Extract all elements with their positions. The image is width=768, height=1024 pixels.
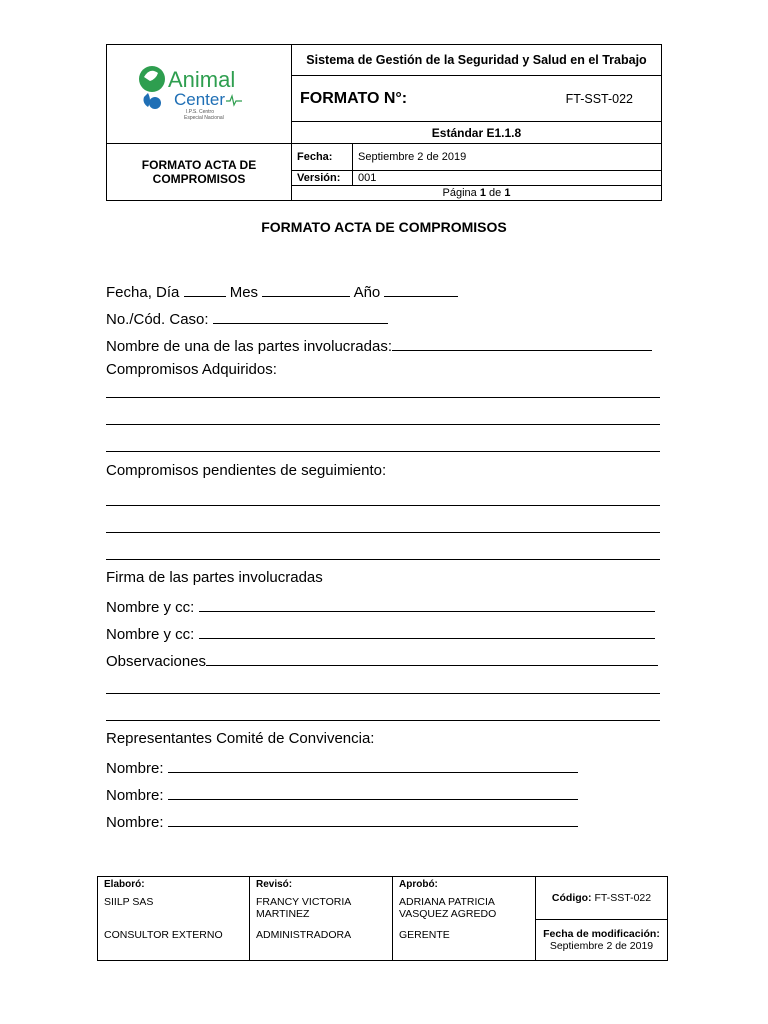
committee-name-row-1	[106, 757, 578, 775]
committee-name-row-3	[106, 811, 578, 829]
page-prefix: Página	[442, 187, 477, 199]
commitments-pending-line-3[interactable]	[106, 559, 660, 560]
page-total: 1	[504, 187, 511, 199]
logo-tagline-2: Especial Nacional	[184, 114, 224, 121]
observations-line-2[interactable]	[106, 693, 660, 694]
day-label: Fecha, Día	[106, 284, 180, 301]
year-label: Año	[353, 284, 381, 301]
commitments-acquired-line-2[interactable]	[106, 424, 660, 425]
aprobo-cell	[393, 877, 536, 961]
header-table	[106, 44, 662, 201]
month-label: Mes	[229, 284, 259, 301]
logo-cell	[107, 45, 292, 144]
commitments-acquired-line-3[interactable]	[106, 451, 660, 452]
day-field[interactable]	[184, 281, 226, 297]
reviso-name: FRANCY VICTORIA MARTINEZ	[256, 896, 351, 920]
year-field[interactable]	[384, 281, 458, 297]
elaboro-role: CONSULTOR EXTERNO	[104, 929, 223, 941]
name-cc-row-1	[106, 596, 655, 614]
page-indicator	[292, 186, 662, 201]
elaboro-cell	[98, 877, 250, 961]
reviso-label: Revisó:	[256, 879, 293, 890]
version-label: Versión:	[292, 171, 353, 186]
commitments-pending-label: Compromisos pendientes de seguimiento:	[106, 462, 387, 479]
modification-date-value: Septiembre 2 de 2019	[549, 940, 654, 952]
aprobo-name: ADRIANA PATRICIA VASQUEZ AGREDO	[399, 896, 497, 920]
month-field[interactable]	[262, 281, 350, 297]
name-cc-label-2: Nombre y cc:	[106, 626, 195, 643]
modification-date-cell	[536, 920, 668, 961]
logo-word-animal: Animal	[168, 66, 236, 92]
date-label: Fecha:	[292, 144, 353, 171]
committee-name-field-2[interactable]	[168, 784, 578, 800]
format-number-code: FT-SST-022	[565, 91, 633, 106]
code-label: Código:	[551, 892, 592, 904]
observations-line-3[interactable]	[106, 720, 660, 721]
committee-label: Representantes Comité de Convivencia:	[106, 730, 375, 747]
committee-name-label-1: Nombre:	[106, 760, 164, 777]
format-number-cell	[292, 76, 662, 122]
footer-table	[97, 876, 668, 961]
observations-field[interactable]	[206, 650, 658, 666]
aprobo-label: Aprobó:	[399, 879, 438, 890]
system-title: Sistema de Gestión de la Seguridad y Salud en el Trabajo	[292, 45, 662, 76]
logo-tagline-1: I.P.S. Centro	[186, 108, 214, 115]
name-cc-row-2	[106, 623, 655, 641]
animal-center-logo	[134, 57, 264, 127]
name-cc-field-2[interactable]	[199, 623, 655, 639]
doc-title-cell: FORMATO ACTA DE COMPROMISOS	[107, 144, 292, 201]
version-value: 001	[353, 171, 662, 186]
case-field[interactable]	[213, 308, 388, 324]
observations-label: Observaciones	[106, 653, 207, 670]
name-cc-field-1[interactable]	[199, 596, 655, 612]
commitments-pending-line-2[interactable]	[106, 532, 660, 533]
case-row	[106, 308, 388, 326]
logo-word-center: Center	[174, 89, 226, 109]
aprobo-role: GERENTE	[399, 929, 450, 941]
party-name-field[interactable]	[392, 335, 652, 351]
signature-label: Firma de las partes involucradas	[106, 569, 323, 586]
case-label: No./Cód. Caso:	[106, 311, 209, 328]
committee-name-field-1[interactable]	[168, 757, 578, 773]
reviso-role: ADMINISTRADORA	[256, 929, 352, 941]
party-name-label: Nombre de una de las partes involucradas:	[106, 338, 392, 355]
code-value: FT-SST-022	[594, 892, 652, 904]
name-cc-label-1: Nombre y cc:	[106, 599, 195, 616]
date-row	[106, 281, 458, 299]
standard-label: Estándar E1.1.8	[292, 122, 662, 144]
observations-row	[106, 650, 658, 668]
page-current: 1	[479, 187, 486, 199]
elaboro-name: SIILP SAS	[104, 896, 154, 908]
page-of: de	[489, 187, 502, 199]
modification-date-label: Fecha de modificación:	[543, 928, 660, 940]
commitments-acquired-line-1[interactable]	[106, 397, 660, 398]
format-number-label: FORMATO N°:	[300, 89, 408, 107]
main-title: FORMATO ACTA DE COMPROMISOS	[261, 219, 507, 235]
commitments-pending-line-1[interactable]	[106, 505, 660, 506]
reviso-cell	[250, 877, 393, 961]
committee-name-label-3: Nombre:	[106, 814, 164, 831]
elaboro-label: Elaboró:	[104, 879, 145, 890]
committee-name-row-2	[106, 784, 578, 802]
date-value: Septiembre 2 de 2019	[353, 144, 662, 171]
party-name-row	[106, 335, 652, 353]
committee-name-label-2: Nombre:	[106, 787, 164, 804]
commitments-acquired-label: Compromisos Adquiridos:	[106, 361, 277, 378]
committee-name-field-3[interactable]	[168, 811, 578, 827]
code-cell	[536, 877, 668, 920]
